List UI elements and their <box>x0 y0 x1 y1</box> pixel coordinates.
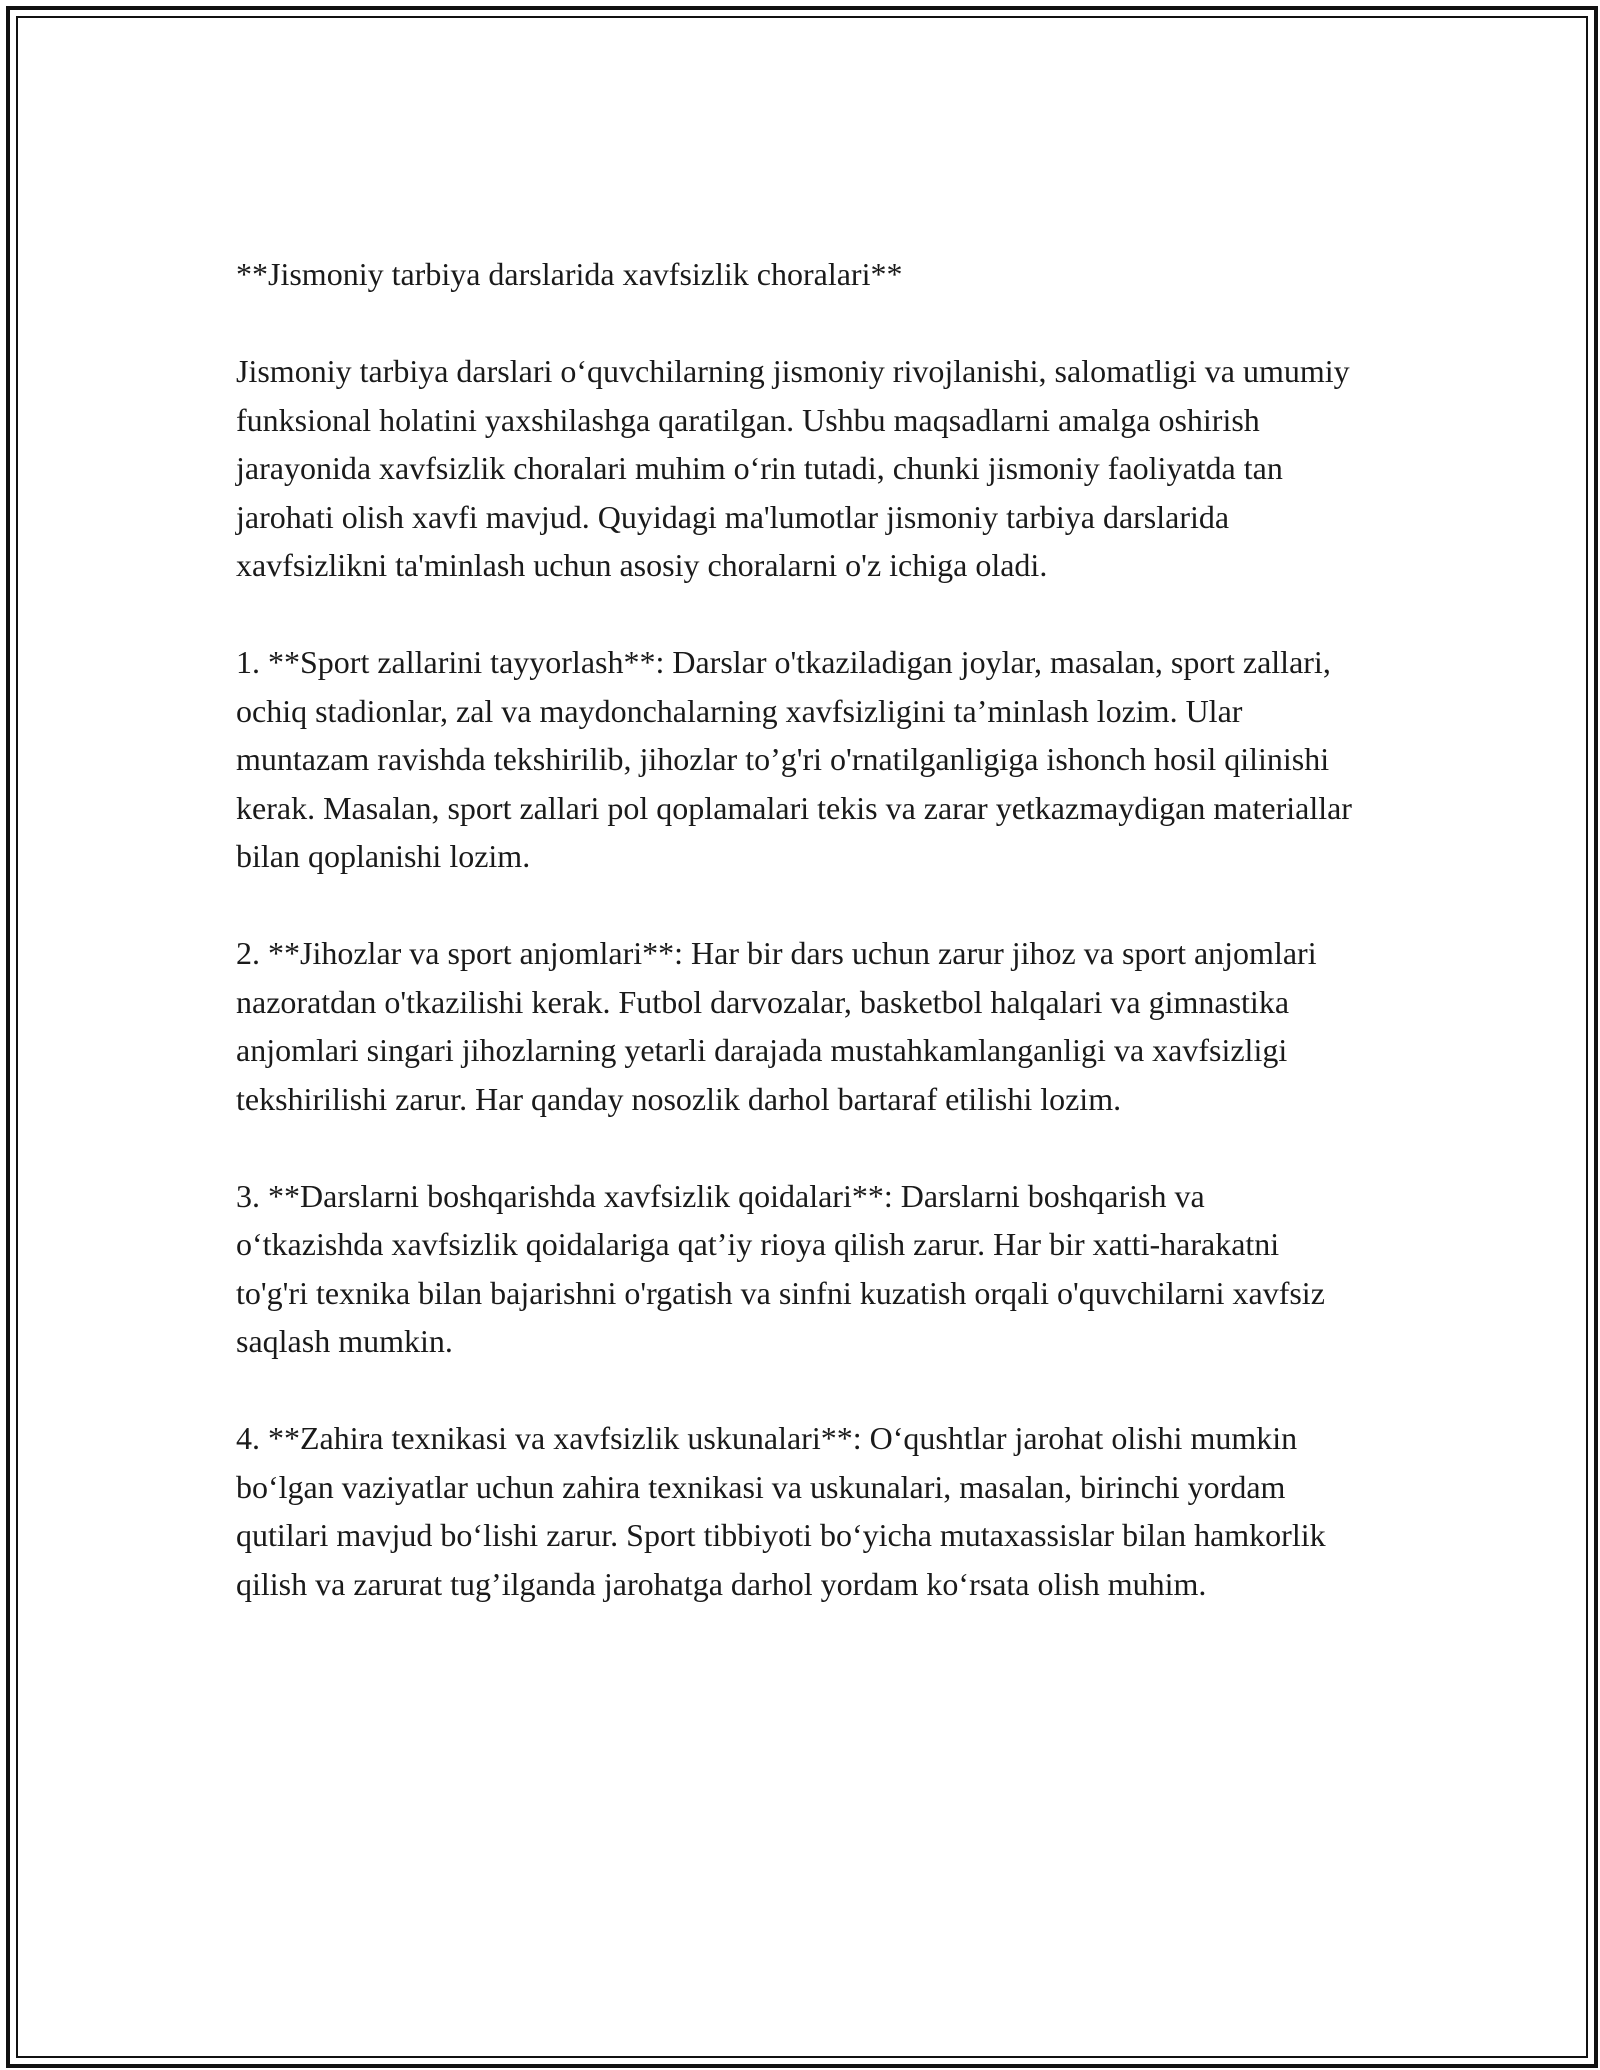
section-paragraph-4: 4. **Zahira texnikasi va xavfsizlik uskunalari**: O‘qushtlar jarohat olishi mumkin bo‘lgan vaziyatlar uchun zahira texnikasi va uskunalari, masalan, birinchi yordam qutilari mavjud bo‘lishi zarur. Sport tibbiyoti bo‘yicha mutaxassislar bilan hamkorlik qilish va zarurat tug’ilganda jarohatga darhol yordam ko‘rsata olish muhim. <box>236 1420 1326 1602</box>
section-paragraph-3: 3. **Darslarni boshqarishda xavfsizlik qoidalari**: Darslarni boshqarish va o‘tkazishda xavfsizlik qoidalariga qat’iy rioya qilish zarur. Har bir xatti-harakatni to'g'ri texnika bilan bajarishni o'rgatish va sinfni kuzatish orqali o'quvchilarni xavfsiz saqlash mumkin. <box>236 1177 1325 1359</box>
section-paragraph-1: 1. **Sport zallarini tayyorlash**: Darslar o'tkaziladigan joylar, masalan, sport zallari, ochiq stadionlar, zal va maydonchalarning xavfsizligini ta’minlash lozim. Ular muntazam ravishda tekshirilib, jihozlar to’g'ri o'rnatilganligiga ishonch hosil qilinishi kerak. Masalan, sport zallari pol qoplamalari tekis va zarar yetkazmaydigan materiallar bilan qoplanishi lozim. <box>236 644 1352 874</box>
document-body <box>236 250 1356 1657</box>
document-title: **Jismoniy tarbiya darslarida xavfsizlik choralari** <box>236 256 903 292</box>
section-paragraph-2: 2. **Jihozlar va sport anjomlari**: Har bir dars uchun zarur jihoz va sport anjomlari nazoratdan o'tkazilishi kerak. Futbol darvozalar, basketbol halqalari va gimnastika anjomlari singari jihozlarning yetarli darajada mustahkamlanganligi va xavfsizligi tekshirilishi zarur. Har qanday nosozlik darhol bartaraf etilishi lozim. <box>236 935 1317 1117</box>
intro-paragraph: Jismoniy tarbiya darslari o‘quvchilarning jismoniy rivojlanishi, salomatligi va umumiy funksional holatini yaxshilashga qaratilgan. Ushbu maqsadlarni amalga oshirish jarayonida xavfsizlik choralari muhim o‘rin tutadi, chunki jismoniy faoliyatda tan jarohati olish xavfi mavjud. Quyidagi ma'lumotlar jismoniy tarbiya darslarida xavfsizlikni ta'minlash uchun asosiy choralarni o'z ichiga oladi. <box>236 353 1350 583</box>
